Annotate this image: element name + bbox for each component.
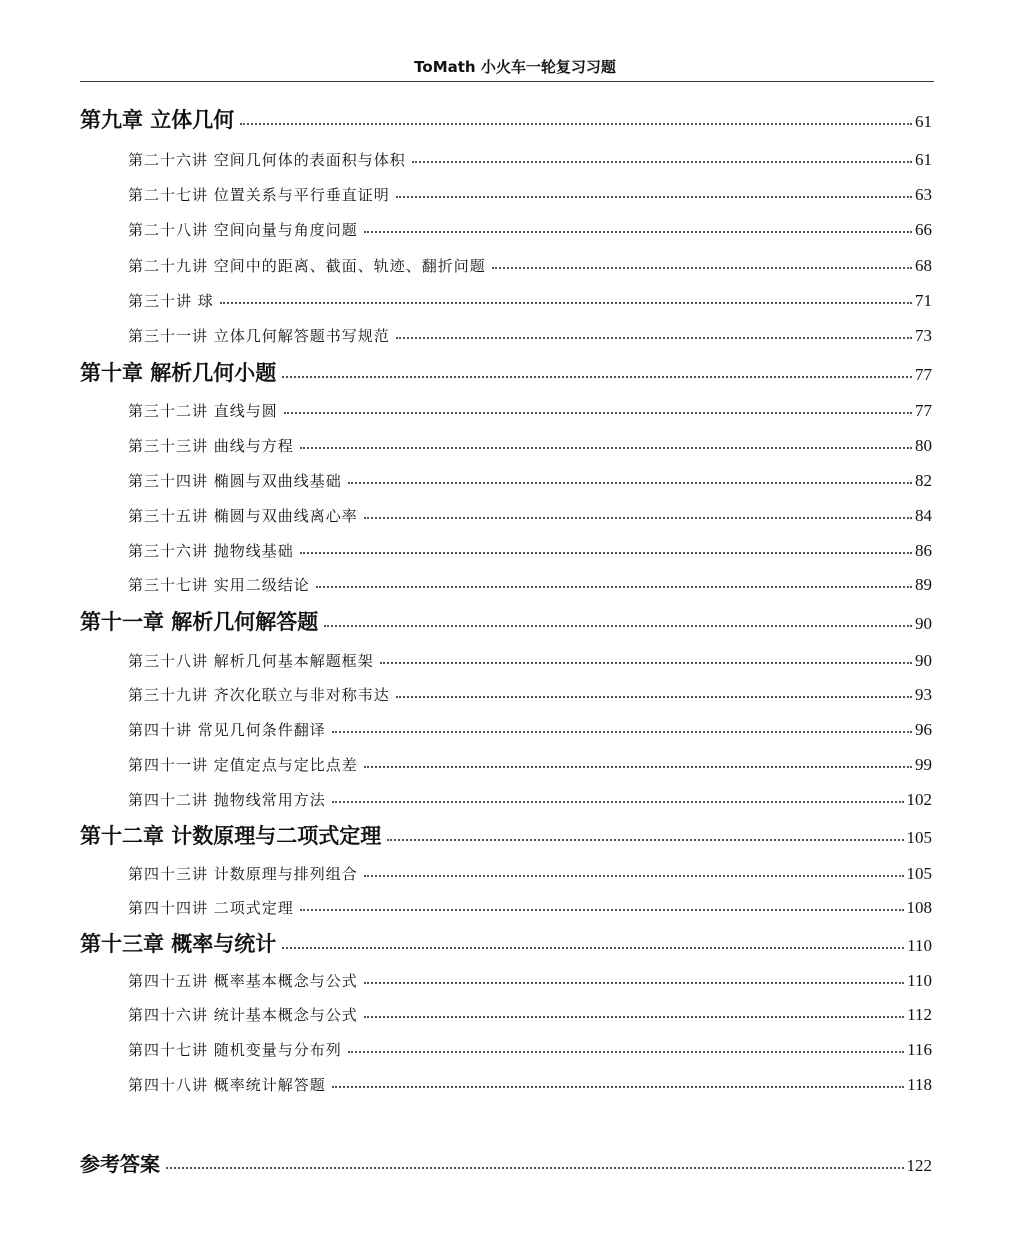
toc-lecture[interactable] [128,505,932,526]
toc-page-number: 73 [915,326,932,345]
toc-lecture[interactable] [128,684,932,705]
toc-page-number: 122 [906,1156,932,1175]
dot-leader [492,267,912,269]
toc-lecture[interactable] [128,754,932,775]
toc-lecture[interactable] [128,719,932,740]
toc-title: 第三十二讲 直线与圆 [128,402,278,420]
toc-page-number: 102 [906,790,932,809]
toc-page-number: 89 [915,575,932,594]
toc-title: 第三十九讲 齐次化联立与非对称韦达 [128,686,390,704]
toc-chapter[interactable] [80,820,932,850]
toc-page-number: 86 [915,541,932,560]
dot-leader [364,766,912,768]
toc-answers[interactable] [80,1148,932,1177]
dot-leader [364,1016,904,1018]
toc-title: 第十三章 概率与统计 [80,931,277,956]
toc-title: 第四十四讲 二项式定理 [128,899,294,917]
toc-title: 第四十七讲 随机变量与分布列 [128,1041,342,1059]
toc-title: 第三十七讲 实用二级结论 [128,576,310,594]
toc-page-number: 61 [915,150,932,169]
toc-page-number: 68 [915,256,932,275]
toc-lecture[interactable] [128,290,932,311]
dot-leader [300,909,904,911]
dot-leader [348,482,912,484]
toc-title: 第十二章 计数原理与二项式定理 [80,823,382,848]
toc-title: 第三十四讲 椭圆与双曲线基础 [128,472,342,490]
toc-lecture[interactable] [128,219,932,240]
toc-page-number: 108 [906,898,932,917]
toc-title: 第三十讲 球 [128,292,214,310]
toc-page-number: 80 [915,436,932,455]
dot-leader [348,1051,904,1053]
toc-page-number: 112 [907,1005,932,1024]
toc-lecture[interactable] [128,650,932,671]
toc-lecture[interactable] [128,1039,932,1060]
toc-chapter[interactable] [80,928,932,958]
dot-leader [332,731,912,733]
dot-leader [396,196,912,198]
dot-leader [396,337,912,339]
toc-title: 第十章 解析几何小题 [80,360,277,385]
toc-title: 第三十三讲 曲线与方程 [128,437,294,455]
toc-page-number: 116 [907,1040,932,1059]
toc-title: 第二十九讲 空间中的距离、截面、轨迹、翻折问题 [128,257,486,275]
dot-leader [380,662,912,664]
toc-lecture[interactable] [128,184,932,205]
dot-leader [282,376,912,378]
toc-title: 第三十八讲 解析几何基本解题框架 [128,652,374,670]
toc-page-number: 82 [915,471,932,490]
toc-lecture[interactable] [128,789,932,810]
toc-chapter[interactable] [80,606,932,636]
toc-title: 第二十八讲 空间向量与角度问题 [128,221,358,239]
page-header-title: ToMath 小火车一轮复习习题 [414,58,616,76]
dot-leader [364,982,904,984]
toc-page-number: 110 [907,936,932,955]
toc-page-number: 77 [915,401,932,420]
toc-lecture[interactable] [128,470,932,491]
dot-leader [364,517,912,519]
dot-leader [282,947,904,949]
toc-title: 第十一章 解析几何解答题 [80,609,319,634]
toc-page-number: 71 [915,291,932,310]
toc-lecture[interactable] [128,897,932,918]
toc-lecture[interactable] [128,325,932,346]
dot-leader [166,1167,904,1169]
toc-title: 第四十三讲 计数原理与排列组合 [128,865,358,883]
toc-title: 第三十一讲 立体几何解答题书写规范 [128,327,390,345]
dot-leader [324,625,912,627]
dot-leader [220,302,912,304]
toc-title: 第四十讲 常见几何条件翻译 [128,721,326,739]
toc-page-number: 84 [915,506,932,525]
toc-title: 参考答案 [80,1152,160,1176]
toc-lecture[interactable] [128,540,932,561]
dot-leader [300,552,912,554]
toc-title: 第四十二讲 抛物线常用方法 [128,791,326,809]
dot-leader [316,586,912,588]
dot-leader [364,875,904,877]
dot-leader [300,447,912,449]
toc-lecture[interactable] [128,1004,932,1025]
dot-leader [396,696,912,698]
toc-chapter[interactable] [80,357,932,387]
dot-leader [332,1086,904,1088]
dot-leader [387,839,903,841]
toc-page-number: 77 [915,365,932,384]
toc-title: 第四十一讲 定值定点与定比点差 [128,756,358,774]
toc-page-number: 105 [906,864,932,883]
toc-page-number: 63 [915,185,932,204]
toc-lecture[interactable] [128,863,932,884]
dot-leader [284,412,912,414]
toc-title: 第三十五讲 椭圆与双曲线离心率 [128,507,358,525]
toc-page-number: 66 [915,220,932,239]
dot-leader [240,123,912,125]
toc-page-number: 90 [915,651,932,670]
toc-page-number: 90 [915,614,932,633]
toc-lecture[interactable] [128,149,932,170]
toc-title: 第四十六讲 统计基本概念与公式 [128,1006,358,1024]
toc-lecture[interactable] [128,970,932,991]
dot-leader [412,161,912,163]
dot-leader [332,801,904,803]
toc-lecture[interactable] [128,574,932,595]
toc-title: 第三十六讲 抛物线基础 [128,542,294,560]
toc-title: 第四十五讲 概率基本概念与公式 [128,972,358,990]
toc-page-number: 105 [906,828,932,847]
toc-page-number: 93 [915,685,932,704]
toc-lecture[interactable] [128,435,932,456]
dot-leader [364,231,912,233]
toc-title: 第二十七讲 位置关系与平行垂直证明 [128,186,390,204]
toc-title: 第九章 立体几何 [80,107,235,132]
toc-page-number: 118 [907,1075,932,1094]
toc-page-number: 61 [915,112,932,131]
toc-title: 第四十八讲 概率统计解答题 [128,1076,326,1094]
toc-chapter[interactable] [80,104,932,134]
toc-page-number: 99 [915,755,932,774]
toc-page-number: 110 [907,971,932,990]
toc-title: 第二十六讲 空间几何体的表面积与体积 [128,151,406,169]
toc-lecture[interactable] [128,400,932,421]
toc-lecture[interactable] [128,255,932,276]
toc-page-number: 96 [915,720,932,739]
toc-lecture[interactable] [128,1074,932,1095]
